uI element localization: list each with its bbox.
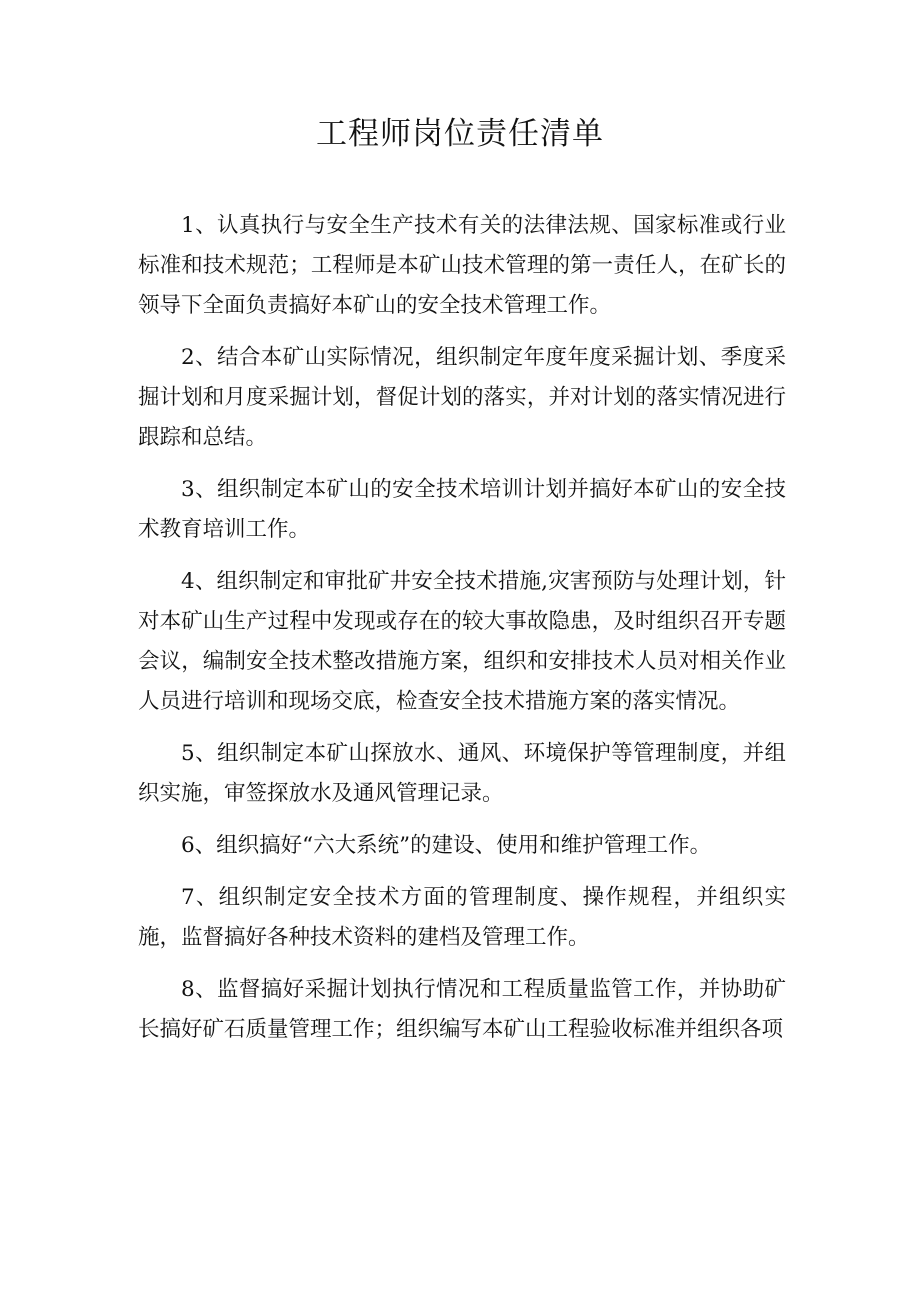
duty-item-7: 7、组织制定安全技术方面的管理制度、操作规程，并组织实施，监督搞好各种技术资料的建档及管理工作。	[138, 885, 786, 950]
duty-item-1: 1、认真执行与安全生产技术有关的法律法规、国家标准或行业标准和技术规范；工程师是本矿山技术管理的第一责任人，在矿长的领导下全面负责搞好本矿山的安全技术管理工作。	[138, 213, 786, 318]
duty-item-5: 5、组织制定本矿山探放水、通风、环境保护等管理制度，并组织实施，审签探放水及通风管理记录。	[138, 741, 786, 806]
duty-item-3: 3、组织制定本矿山的安全技术培训计划并搞好本矿山的安全技术教育培训工作。	[138, 477, 786, 542]
document-body	[138, 206, 786, 1062]
document-title: 工程师岗位责任清单	[316, 116, 604, 152]
duty-item-2: 2、结合本矿山实际情况，组织制定年度年度采掘计划、季度采掘计划和月度采掘计划，督促计划的落实，并对计划的落实情况进行跟踪和总结。	[138, 345, 786, 450]
duty-item-6: 6、组织搞好“六大系统”的建设、使用和维护管理工作。	[181, 833, 712, 858]
duty-item-4: 4、组织制定和审批矿井安全技术措施,灾害预防与处理计划，针对本矿山生产过程中发现或存在的较大事故隐患，及时组织召开专题会议，编制安全技术整改措施方案，组织和安排技术人员对相关作业人员进行培训和现场交底，检查安全技术措施方案的落实情况。	[138, 569, 786, 714]
duty-item-8: 8、监督搞好采掘计划执行情况和工程质量监管工作，并协助矿长搞好矿石质量管理工作；组织编写本矿山工程验收标准并组织各项	[138, 977, 786, 1042]
